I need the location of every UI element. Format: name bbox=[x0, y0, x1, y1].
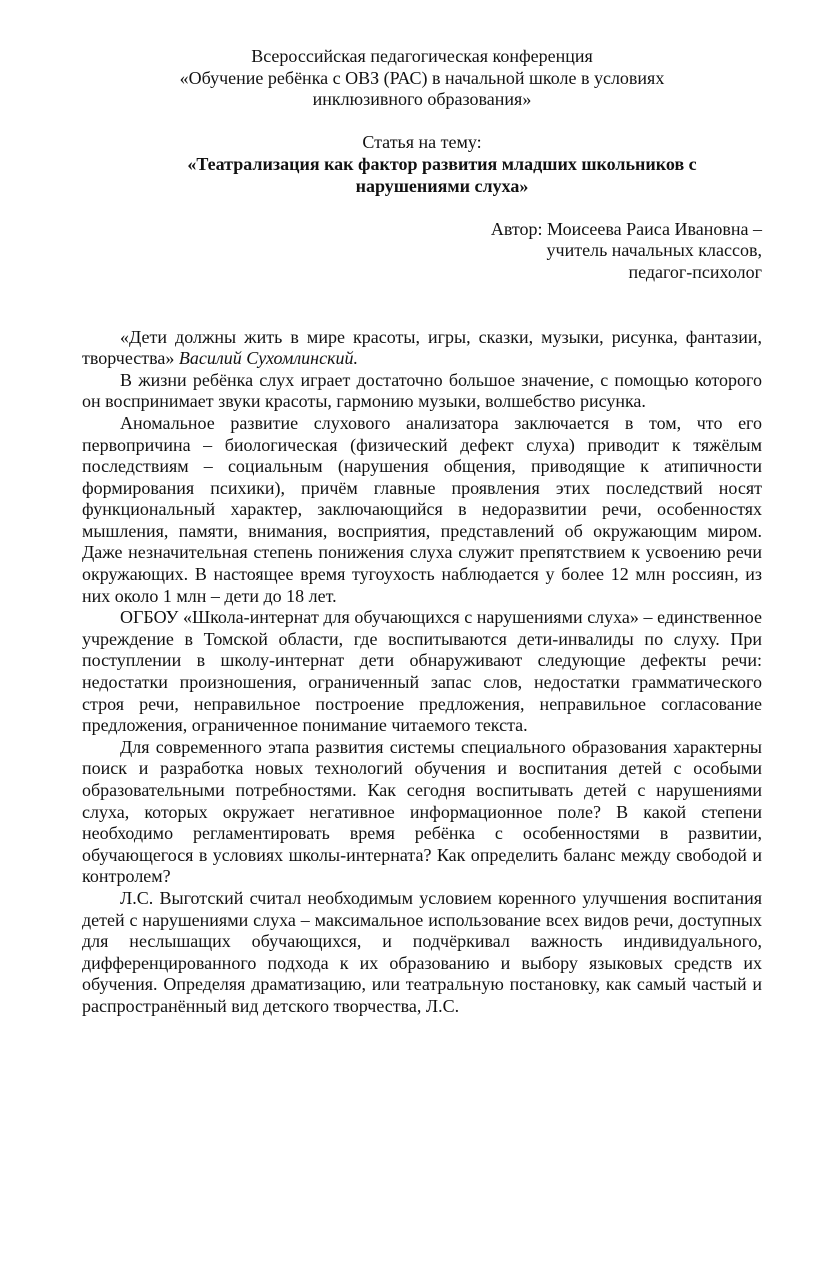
spacer bbox=[82, 111, 762, 133]
document-page bbox=[82, 46, 762, 1018]
article-header bbox=[82, 132, 762, 197]
author-block bbox=[82, 219, 762, 284]
author-name: Автор: Моисеева Раиса Ивановна – bbox=[490, 218, 762, 239]
article-title-line1: «Театрализация как фактор развития младших школьников с bbox=[187, 153, 697, 174]
author-position: учитель начальных классов, bbox=[546, 240, 762, 261]
conference-theme-line2: инклюзивного образования» bbox=[312, 89, 532, 110]
conference-theme-line1: «Обучение ребёнка с ОВЗ (РАС) в начальной школе в условиях bbox=[179, 67, 665, 88]
paragraph-5: Л.С. Выготский считал необходимым условием коренного улучшения воспитания детей с нарушениями слуха – максимальное использование всех видов речи, доступных для неслышащих обучающихся, и подчёркивал важность индивидуального, дифференцированного подхода к их образованию и выбору языковых средств их обучения. Определяя драматизацию, или театральную постановку, как самый частый и распространённый вид детского творчества, Л.С. bbox=[82, 887, 762, 1016]
conference-header bbox=[82, 46, 762, 111]
paragraph-4: Для современного этапа развития системы специального образования характерны поиск и разработка новых технологий обучения и воспитания детей с особыми образовательными потребностями. Как сегодня воспитывать детей с нарушениями слуха, которых окружает негативное информационное поле? В какой степени необходимо регламентировать время ребёнка с особенностями в развитии, обучающегося в условиях школы-интерната? Как определить баланс между свободой и контролем? bbox=[82, 736, 762, 887]
epigraph-quote: «Дети должны жить в мире красоты, игры, сказки, музыки, рисунка, фантазии, творчества» bbox=[82, 326, 762, 369]
paragraph-3: ОГБОУ «Школа-интернат для обучающихся с нарушениями слуха» – единственное учреждение в Томской области, где воспитываются дети-инвалиды по слуху. При поступлении в школу-интернат дети обнаруживают следующие дефекты речи: недостатки произношения, ограниченный запас слов, недостатки грамматического строя речи, неправильное построение предложения, неправильное согласование предложения, ограниченное понимание читаемого текста. bbox=[82, 607, 762, 736]
article-title-line2: нарушениями слуха» bbox=[355, 175, 529, 196]
conference-name: Всероссийская педагогическая конференция bbox=[251, 46, 593, 66]
epigraph-source: Василий Сухомлинский. bbox=[178, 348, 359, 369]
article-label: Статья на тему: bbox=[362, 132, 482, 153]
author-role: педагог-психолог bbox=[628, 261, 762, 282]
article-body bbox=[82, 327, 762, 1018]
paragraph-1: В жизни ребёнка слух играет достаточно большое значение, с помощью которого он воспринимает звуки красоты, гармонию музыки, волшебство рисунка. bbox=[82, 369, 762, 412]
epigraph bbox=[82, 327, 762, 370]
paragraph-2: Аномальное развитие слухового анализатора заключается в том, что его первопричина – биологическая (физический дефект слуха) приводит к тяжёлым последствиям – социальным (нарушения общения, приводящие к атипичности формирования психики), причём главные проявления этих последствий носят функциональный характер, заключающийся в недоразвитии речи, особенностях мышления, памяти, внимания, восприятия, представлений об окружающим миром. Даже незначительная степень понижения слуха служит препятствием к усвоению речи окружающих. В настоящее время тугоухость наблюдается у более 12 млн россиян, из них около 1 млн – дети до 18 лет. bbox=[82, 412, 762, 606]
